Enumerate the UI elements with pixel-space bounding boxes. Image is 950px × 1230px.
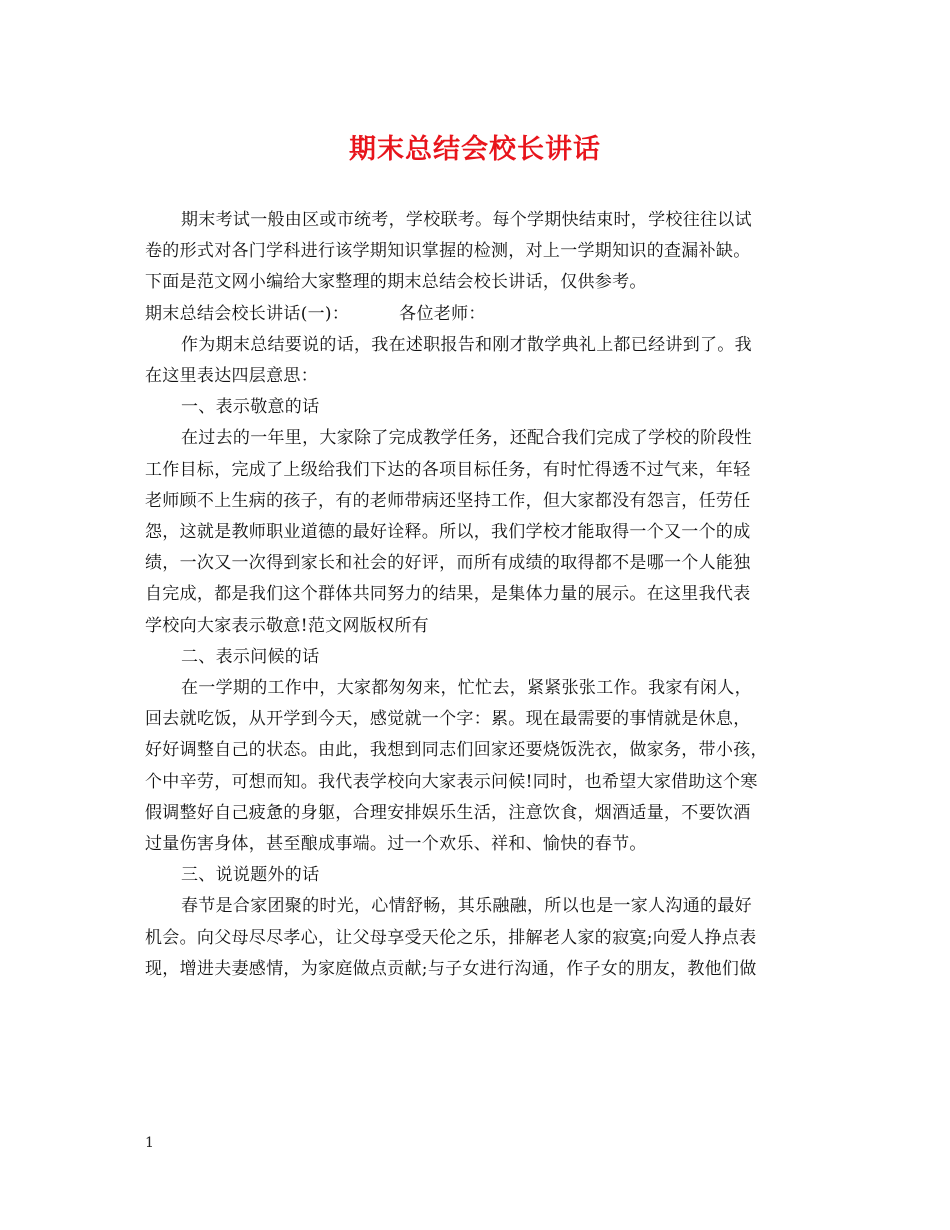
section-1-line: 学校向大家表示敬意!范文网版权所有 <box>145 615 429 636</box>
section-1-line: 怨，这就是教师职业道德的最好诠释。所以，我们学校才能取得一个又一个的成 <box>145 522 751 543</box>
section-3-line: 现，增进夫妻感情，为家庭做点贡献;与子女进行沟通，作子女的朋友，教他们做 <box>145 958 757 979</box>
section-3-line: 春节是合家团聚的时光，心情舒畅，其乐融融，所以也是一家人沟通的最好 <box>181 896 752 917</box>
speech-heading-line <box>145 299 807 330</box>
opening-line-2: 在这里表达四层意思： <box>145 366 318 387</box>
section-2-line: 假调整好自己疲惫的身躯，合理安排娱乐生活，注意饮食，烟酒适量，不要饮酒 <box>145 802 751 823</box>
section-2-line: 回去就吃饭，从开学到今天，感觉就一个字：累。现在最需要的事情就是休息， <box>145 709 751 730</box>
section-2-line: 在一学期的工作中，大家都匆匆来，忙忙去，紧紧张张工作。我家有闲人， <box>181 678 752 699</box>
page-number: 1 <box>145 1135 154 1151</box>
section-1-line: 绩，一次又一次得到家长和社会的好评，而所有成绩的取得都不是哪一个人能独 <box>145 553 751 574</box>
document-body <box>145 205 807 985</box>
section-1-line: 在过去的一年里，大家除了完成教学任务，还配合我们完成了学校的阶段性 <box>181 428 752 449</box>
section-2-line: 个中辛劳，可想而知。我代表学校向大家表示问候!同时，也希望大家借助这个寒 <box>145 771 758 792</box>
section-1-line: 自完成，都是我们这个群体共同努力的结果，是集体力量的展示。在这里我代表 <box>145 584 751 605</box>
section-2-heading: 二、表示问候的话 <box>181 646 320 667</box>
section-1-line: 老师顾不上生病的孩子，有的老师带病还坚持工作，但大家都没有怨言，任劳任 <box>145 490 751 511</box>
section-3-line: 机会。向父母尽尽孝心，让父母享受天伦之乐，排解老人家的寂寞;向爱人挣点表 <box>145 927 757 948</box>
document-title: 期末总结会校长讲话 <box>349 134 601 165</box>
section-2-line: 过量伤害身体，甚至酿成事端。过一个欢乐、祥和、愉快的春节。 <box>145 834 647 855</box>
opening-line-1: 作为期末总结要说的话，我在述职报告和刚才散学典礼上都已经讲到了。我 <box>181 334 752 355</box>
intro-line-1: 期末考试一般由区或市统考，学校联考。每个学期快结束时，学校往往以试 <box>181 210 752 230</box>
section-1-heading: 一、表示敬意的话 <box>181 397 320 418</box>
intro-line-2: 卷的形式对各门学科进行该学期知识掌握的检测，对上一学期知识的查漏补缺。 <box>145 241 751 262</box>
intro-line-3: 下面是范文网小编给大家整理的期末总结会校长讲话，仅供参考。 <box>145 272 647 293</box>
section-2-line: 好好调整自己的状态。由此，我想到同志们回家还要烧饭洗衣，做家务，带小孩， <box>145 740 768 761</box>
section-1-line: 工作目标，完成了上级给我们下达的各项目标任务，有时忙得透不过气来，年轻 <box>145 459 751 480</box>
speech-heading: 期末总结会校长讲话(一)： <box>145 303 350 324</box>
salutation: 各位老师： <box>399 303 486 324</box>
section-3-heading: 三、说说题外的话 <box>181 865 320 886</box>
